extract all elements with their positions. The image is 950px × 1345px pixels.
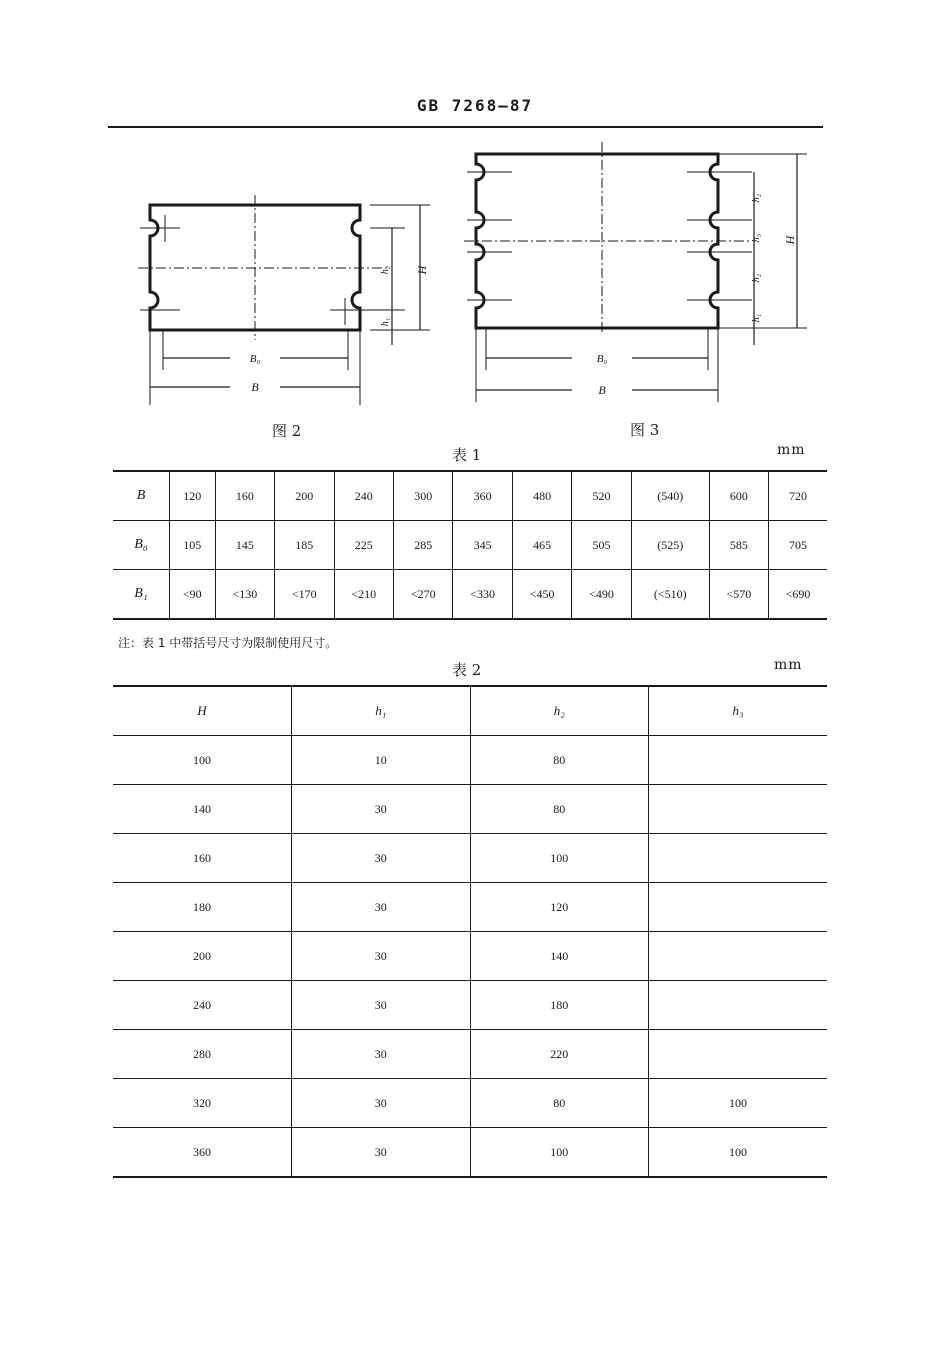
table-1-unit: mm (777, 442, 806, 458)
table-cell: 360 (453, 471, 512, 521)
table-cell: <210 (334, 570, 393, 620)
table-cell: 240 (334, 471, 393, 521)
table-cell: 100 (649, 1079, 828, 1128)
table-row (113, 932, 827, 981)
figure-3-label-b0: B₀ (596, 353, 608, 365)
table-cell: 505 (572, 521, 631, 570)
table-cell: 100 (113, 736, 292, 785)
table-row (113, 1079, 827, 1128)
table-cell: 185 (275, 521, 334, 570)
table-1-row-label: B₁ (134, 586, 148, 601)
table-cell: 100 (470, 1128, 649, 1178)
table-cell: <130 (215, 570, 274, 620)
figure-3-label-b: B (598, 383, 606, 397)
table-2-title: 表 2 (452, 661, 482, 679)
table-1-row-label: B (113, 471, 170, 521)
table-cell: <90 (170, 570, 216, 620)
table-cell: 225 (334, 521, 393, 570)
header-rule (108, 126, 823, 128)
table-cell: 30 (292, 883, 471, 932)
table-cell: 30 (292, 981, 471, 1030)
table-row (113, 736, 827, 785)
table-cell (649, 785, 828, 834)
table-cell: 30 (292, 785, 471, 834)
table-cell: 30 (292, 1079, 471, 1128)
table-2-unit: mm (774, 657, 803, 673)
table-cell: 320 (113, 1079, 292, 1128)
table-2 (113, 685, 827, 1178)
table-cell: <490 (572, 570, 631, 620)
table-cell: <330 (453, 570, 512, 620)
table-cell: 30 (292, 1128, 471, 1178)
table-cell: 145 (215, 521, 274, 570)
figure-3-label-h2-top: h₂ (751, 193, 762, 203)
table-row (113, 1128, 827, 1178)
table-cell: 30 (292, 932, 471, 981)
table-row (113, 785, 827, 834)
table-cell: 180 (113, 883, 292, 932)
table-cell: 10 (292, 736, 471, 785)
column-header: H (113, 686, 292, 736)
table-cell: 480 (512, 471, 571, 521)
table-cell (649, 1030, 828, 1079)
table-1-row-label: B₀ (113, 521, 170, 570)
table-cell: 100 (649, 1128, 828, 1178)
table-cell: 705 (769, 521, 827, 570)
table-cell: 120 (170, 471, 216, 521)
table-row (113, 834, 827, 883)
table-cell: 120 (470, 883, 649, 932)
figure-3-drawing (462, 140, 822, 405)
table-cell: <570 (709, 570, 768, 620)
table-cell: 300 (393, 471, 452, 521)
table-row (113, 981, 827, 1030)
table-cell: 360 (193, 1144, 211, 1159)
table-cell: 30 (292, 834, 471, 883)
table-cell: 720 (769, 471, 827, 521)
table-row (113, 521, 827, 570)
figure-2-label-b: B (251, 380, 259, 394)
figure-2-label-b0: B₀ (249, 353, 261, 365)
table-cell: (525) (631, 521, 709, 570)
table-cell: 140 (470, 932, 649, 981)
figure-3-label-h3: h₃ (751, 233, 762, 243)
table-cell: <450 (512, 570, 571, 620)
table-cell: 585 (709, 521, 768, 570)
table-cell: 140 (113, 785, 292, 834)
table-row (113, 883, 827, 932)
table-1-note: 注：表 1 中带括号尺寸为限制使用尺寸。 (118, 636, 338, 650)
table-cell: <270 (393, 570, 452, 620)
table-cell: (<510) (631, 570, 709, 620)
table-cell (649, 834, 828, 883)
table-row (113, 1030, 827, 1079)
table-cell: <690 (769, 570, 827, 620)
table-header-row (113, 686, 827, 736)
table-cell: 80 (470, 736, 649, 785)
table-cell: 30 (292, 1030, 471, 1079)
table-cell: 520 (572, 471, 631, 521)
table-cell: 80 (470, 1079, 649, 1128)
table-cell (649, 932, 828, 981)
table-cell: 280 (113, 1030, 292, 1079)
table-1-title: 表 1 (452, 446, 482, 464)
standard-header: GB 7268—87 (416, 96, 534, 115)
table-cell: <170 (275, 570, 334, 620)
table-cell (649, 736, 828, 785)
table-cell: 100 (470, 834, 649, 883)
figure-3-caption: 图 3 (630, 421, 660, 439)
figure-2-label-h: H (415, 265, 429, 275)
table-row (113, 570, 827, 620)
figure-2-caption: 图 2 (272, 422, 302, 440)
table-cell: 105 (170, 521, 216, 570)
table-cell: 465 (512, 521, 571, 570)
figure-3-label-h2-bottom: h₂ (751, 273, 762, 283)
table-cell: 240 (113, 981, 292, 1030)
table-1 (113, 470, 827, 620)
table-cell: 200 (113, 932, 292, 981)
column-header: h₂ (470, 686, 649, 736)
table-cell: 80 (470, 785, 649, 834)
figure-2-label-h2: h₂ (380, 265, 391, 275)
table-cell: 160 (215, 471, 274, 521)
figure-2-label-h1: h₁ (380, 317, 391, 327)
table-cell: (540) (631, 471, 709, 521)
table-cell: 285 (393, 521, 452, 570)
table-cell: 345 (453, 521, 512, 570)
column-header: h₁ (292, 686, 471, 736)
table-cell: 180 (470, 981, 649, 1030)
column-header: h₃ (649, 686, 828, 736)
figure-3-label-h1: h₁ (751, 313, 762, 323)
table-cell: 600 (709, 471, 768, 521)
figure-3-label-h: H (783, 235, 797, 245)
table-cell (649, 883, 828, 932)
table-cell: 160 (113, 834, 292, 883)
table-cell: 200 (275, 471, 334, 521)
table-cell (649, 981, 828, 1030)
figure-2-drawing (130, 190, 440, 415)
table-cell: 220 (470, 1030, 649, 1079)
table-row (113, 471, 827, 521)
